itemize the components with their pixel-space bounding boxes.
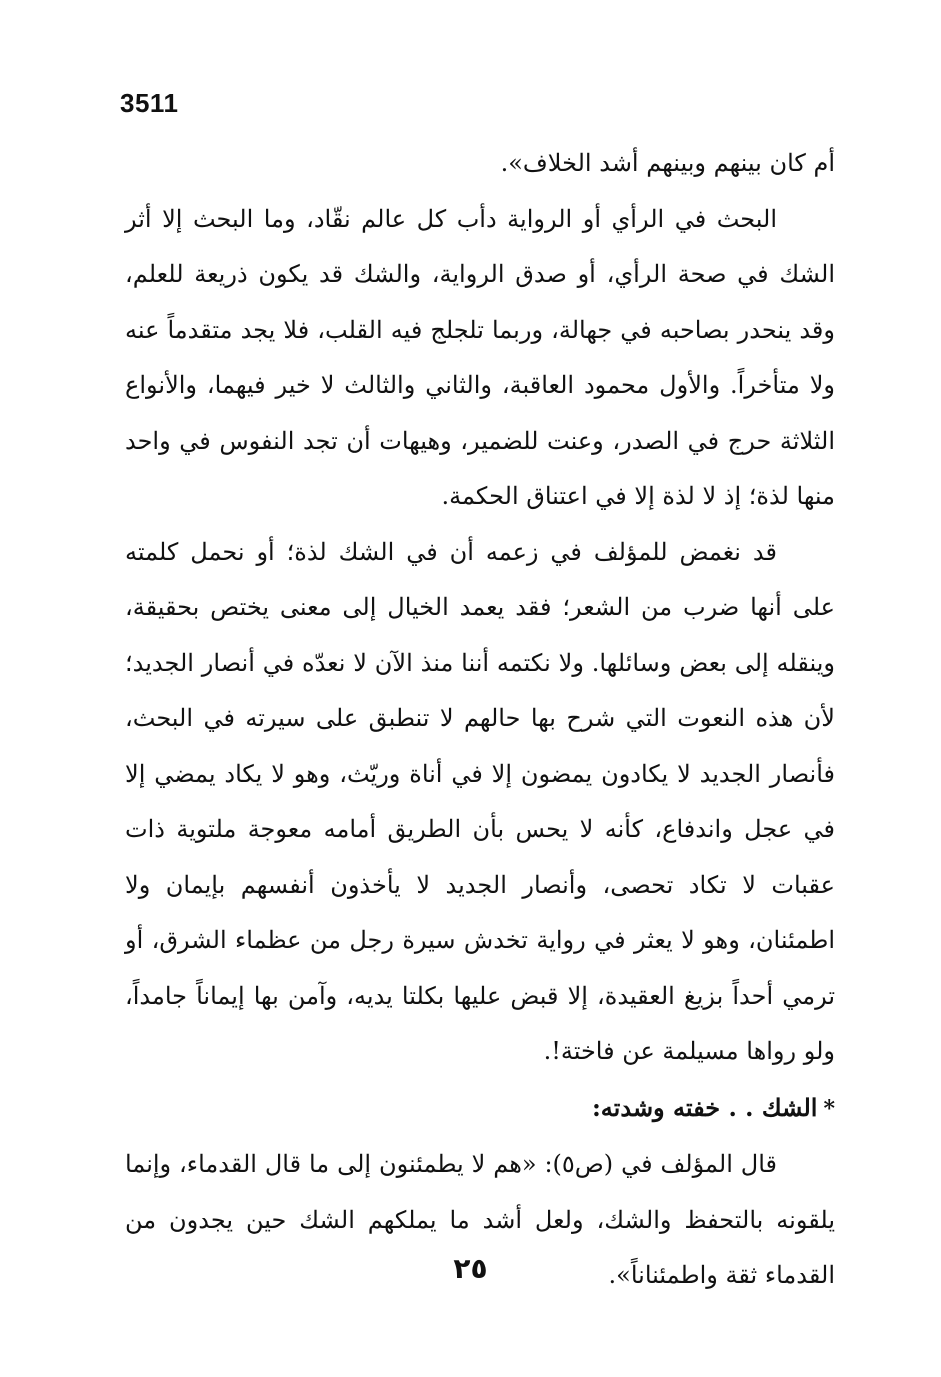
page-number: ٢٥: [453, 1252, 488, 1285]
page-reference-number: 3511: [120, 88, 179, 118]
star-icon: *: [823, 1095, 835, 1122]
section-heading-text: الشك . . خفته وشدته:: [591, 1092, 818, 1122]
paragraph-3: قد نغمض للمؤلف في زعمه أن في الشك لذة؛ أو نحمل كلمته على أنها ضرب من الشعر؛ فقد يعمد الخيال إلى معنى يختص بحقيقة، وينقله إلى بعض وسائلها. ولا نكتمه أننا منذ الآن لا نعدّه في أنصار الجديد؛ لأن هذه النعوت التي شرح بها حالهم لا تنطبق على سيرته في البحث، فأنصار الجديد لا يكادون يمضون إلا في أناة وريّث، وهو لا يكاد يمضي إلا في عجل واندفاع، كأنه لا يحس بأن الطريق أمامه معوجة ملتوية ذات عقبات لا تكاد تحصى، وأنصار الجديد لا يأخذون أنفسهم بإيمان ولا اطمئنان، وهو لا يعثر في رواية تخدش سيرة رجل من عظماء الشرق، أو ترمي أحداً بزيغ العقيدة، إلا قبض عليها بكلتا يديه، وآمن بها إيماناً جامداً، ولو رواها مسيلمة عن فاختة!.: [125, 537, 835, 1065]
section-heading: [125, 1080, 835, 1138]
paragraph-4: قال المؤلف في (ص٥): «هم لا يطمئنون إلى ما قال القدماء، وإنما يلقونه بالتحفظ والشك، ولعل أشد ما يملكهم الشك حين يجدون من القدماء ثقة واطمئناناً».: [125, 1150, 835, 1289]
paragraph-2: البحث في الرأي أو الرواية دأب كل عالم نقّاد، وما البحث إلا أثر الشك في صحة الرأي، أو صدق الرواية، والشك قد يكون ذريعة للعلم، وقد ينحدر بصاحبه في جهالة، وربما تلجلج فيه القلب، فلا يجد متقدماً عنه ولا متأخراً. والأول محمود العاقبة، والثاني والثالث لا خير فيهما، والأنواع الثلاثة حرج في الصدر، وعنت للضمير، وهيهات أن تجد النفوس في واحد منها لذة؛ إذ لا لذة إلا في اعتناق الحكمة.: [125, 204, 836, 510]
body-text: [125, 136, 835, 1304]
paragraph-1: أم كان بينهم وبينهم أشد الخلاف».: [500, 149, 835, 177]
